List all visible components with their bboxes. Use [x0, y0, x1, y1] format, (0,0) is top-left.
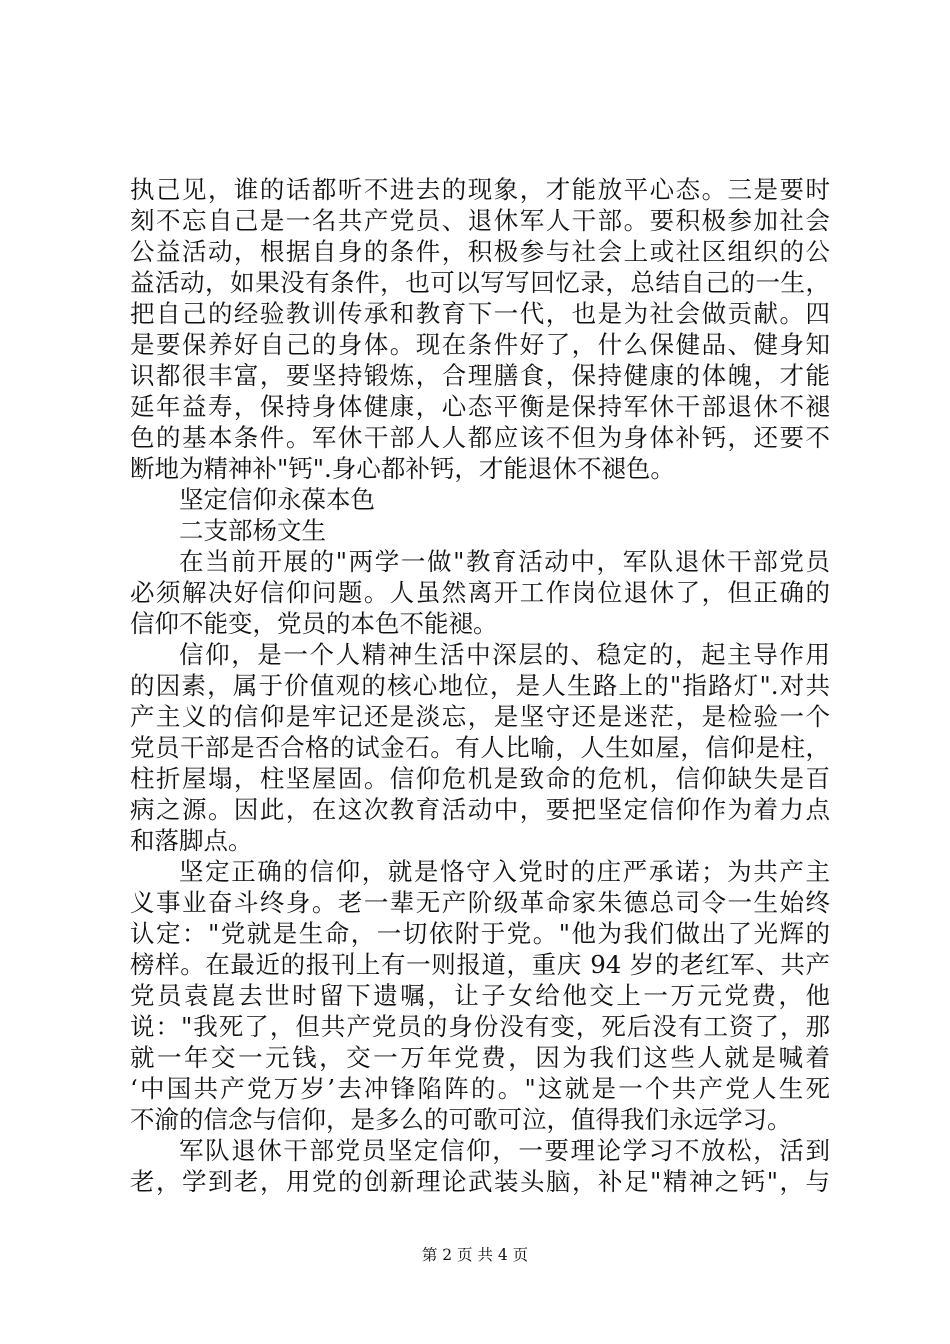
text-line: 军队退休干部党员坚定信仰，一要理论学习不放松，活到 [179, 1136, 830, 1165]
text-line: 榜样。在最近的报刊上有一则报道，重庆 94 岁的老红军、共产 [130, 950, 830, 979]
text-line: 老，学到老，用党的创新理论武装头脑，补足"精神之钙"，与 [130, 1167, 830, 1196]
text-line: 二支部杨文生 [179, 516, 326, 545]
text-line: 坚定信仰永葆本色 [179, 485, 375, 514]
text-line: 党员袁崑去世时留下遗嘱，让子女给他交上一万元党费，他 [130, 981, 830, 1010]
text-line: 必须解决好信仰问题。人虽然离开工作岗位退休了，但正确的 [130, 578, 830, 607]
text-line: 在当前开展的"两学一做"教育活动中，军队退休干部党员 [179, 547, 830, 576]
text-line: 色的基本条件。军休干部人人都应该不但为身体补钙，还要不 [130, 423, 830, 452]
text-line: 是要保养好自己的身体。现在条件好了，什么保健品、健身知 [130, 330, 830, 359]
text-line: 益活动，如果没有条件，也可以写写回忆录，总结自己的一生， [130, 268, 830, 297]
text-line: 认定："党就是生命，一切依附于党。"他为我们做出了光辉的 [130, 919, 830, 948]
page-number-label: 第 2 页 共 4 页 [421, 1246, 529, 1264]
text-line: 公益活动，根据自身的条件，积极参与社会上或社区组织的公 [130, 237, 830, 266]
text-line: 党员干部是否合格的试金石。有人比喻，人生如屋，信仰是柱， [130, 733, 830, 762]
text-line: 把自己的经验教训传承和教育下一代，也是为社会做贡献。四 [130, 299, 830, 328]
text-line: ‘中国共产党万岁’去冲锋陷阵的。"这就是一个共产党人生死 [130, 1074, 830, 1103]
text-line: 柱折屋塌，柱坚屋固。信仰危机是致命的危机，信仰缺失是百 [130, 764, 830, 793]
text-line: 坚定正确的信仰，就是恪守入党时的庄严承诺；为共产主 [179, 857, 830, 886]
text-line: 信仰，是一个人精神生活中深层的、稳定的，起主导作用 [179, 640, 830, 669]
document-body [130, 174, 830, 1197]
page-footer [0, 1243, 950, 1265]
text-line: 断地为精神补"钙".身心都补钙，才能退休不褪色。 [130, 454, 675, 483]
text-line: 的因素，属于价值观的核心地位，是人生路上的"指路灯".对共 [130, 671, 830, 700]
text-line: 识都很丰富，要坚持锻炼，合理膳食，保持健康的体魄，才能 [130, 361, 830, 390]
text-line: 延年益寿，保持身体健康，心态平衡是保持军休干部退休不褪 [130, 392, 830, 421]
text-line: 执己见，谁的话都听不进去的现象，才能放平心态。三是要时 [130, 175, 830, 204]
text-line: 产主义的信仰是牢记还是淡忘，是坚守还是迷茫，是检验一个 [130, 702, 830, 731]
text-line: 信仰不能变，党员的本色不能褪。 [130, 609, 498, 638]
text-line: 就一年交一元钱，交一万年党费，因为我们这些人就是喊着 [130, 1043, 830, 1072]
text-line: 说："我死了，但共产党员的身份没有变，死后没有工资了，那 [130, 1012, 830, 1041]
text-line: 和落脚点。 [130, 826, 253, 855]
text-line: 义事业奋斗终身。老一辈无产阶级革命家朱德总司令一生始终 [130, 888, 830, 917]
text-line: 不渝的信念与信仰，是多么的可歌可泣，值得我们永远学习。 [130, 1105, 792, 1134]
text-line: 刻不忘自己是一名共产党员、退休军人干部。要积极参加社会 [130, 206, 830, 235]
text-line: 病之源。因此，在这次教育活动中，要把坚定信仰作为着力点 [130, 795, 830, 824]
